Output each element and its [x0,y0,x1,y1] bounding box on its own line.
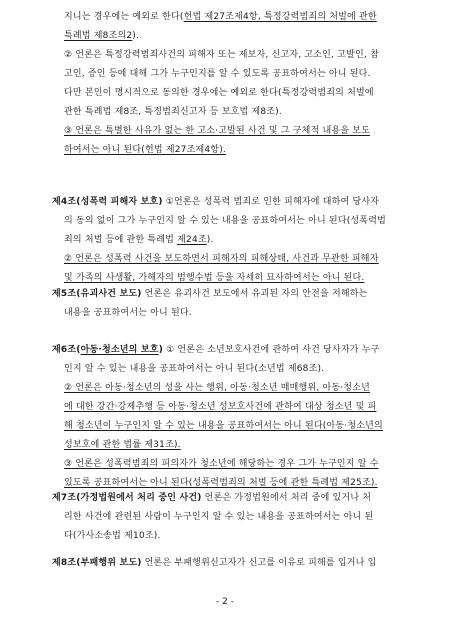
text-segment: 언론은 가정법원에서 처리 중에 있거나 처 [201,493,372,503]
text-segment: 언론은 유괴사건 보도에서 유괴된 자의 안전을 저해하는 [141,289,368,299]
text-line-underlined: 하여서는 아니 된다(헌법 제27조제4항). [64,145,226,155]
text-line: 인지 알 수 있는 내용을 공표하여서는 아니 된다(소년법 제68조). [64,364,325,374]
article-4 [52,193,406,288]
page-number: - 2 - [216,597,234,607]
text-line-underlined: ③ 언론은 특별한 사유가 없는 한 고소·고발된 사건 및 그 구체적 내용을 보도 [64,126,370,136]
underlined-text: 헌법 제27조제4항, 특정강력범죄의 처벌에 관한 [183,12,377,22]
article-heading: 제7조(가정법원에서 처리 중인 사건) [52,493,202,503]
article-5 [52,285,406,323]
text-segment: ). [206,235,214,245]
underlined-text: 제24조 [177,235,207,245]
text-line-underlined: 성보호에 관한 법률 제31조). [64,440,181,450]
text-segment: ). [132,31,140,41]
text-segment: 언론은 부패행위신고자가 신고를 이유로 피해를 입거나 입 [141,558,377,568]
text-line: 관한 특례법 제8조, 특정범죄신고자 등 보호법 제8조). [64,107,282,117]
text-segment: ①언론은 성폭력 범죄로 인한 피해자에 대하여 당사자 [162,197,380,207]
text-line-underlined: 및 가족의 사생활, 가해자의 범행수법 등을 자세히 묘사하여서는 아니 된다. [64,273,365,283]
text-line [52,285,406,304]
article-4-tail [52,8,406,160]
underlined-text: 아동·청소년의 보호 [80,345,159,355]
text-line [52,489,406,508]
text-line-underlined: ② 언론은 아동·청소년의 성을 사는 행위, 아동·청소년 매매행위, 아동·청소년 [64,383,370,393]
text-line-underlined: 에 대한 강간·강제추행 등 아동·청소년 성보호사건에 관하여 대상 청소년 및 피 [64,402,377,412]
text-line: ② 언론은 특정강력범죄사건의 피해자 또는 제보자, 신고자, 고소인, 고발인, 참 [64,50,379,60]
text-line: 내용을 공표하여서는 아니 된다. [64,308,192,318]
article-heading: 제4조(성폭력 피해자 보호) [52,197,163,207]
text-segment: ) [158,345,164,355]
text-line [52,554,406,573]
text-line: 다만 본인이 명시적으로 동의한 경우에는 예외로 한다(특정강력범죄의 처벌에 [64,88,374,98]
text-line-underlined: ③ 언론은 성폭력범죄의 피의자가 청소년에 해당하는 경우 그가 누구인지 알 수 [64,459,379,469]
text-segment: ① 언론은 소년보호사건에 관하여 사건 당사자가 누구 [163,345,380,355]
article-6 [52,341,406,493]
text-line: 의 동의 없이 그가 누구인지 알 수 있는 내용을 공표하여서는 아니 된다(성폭력범 [64,216,386,226]
text-line: 리한 사건에 관련된 사람이 누구인지 알 수 있는 내용을 공표하여서는 아니 된 [64,512,374,522]
text-line [52,341,406,360]
text-line-underlined: 해 청소년이 누구인지 알 수 있는 내용을 공표하여서는 아니 된다(아동·청소년의 [64,421,383,431]
article-heading: 제8조(부패행위 보도) [52,558,142,568]
text-line-underlined: 있도록 공표하여서는 아니 된다(성폭력범죄의 처벌 등에 관한 특례법 제25조). [64,478,378,488]
text-line: 다(가사소송법 제10조). [64,531,161,541]
text-line [52,27,406,46]
article-8 [52,554,406,573]
underlined-text: 특례법 제8조의2 [64,31,133,41]
article-heading: 제5조(유괴사건 보도) [52,289,142,299]
text-line-underlined: ② 언론은 성폭력 사건을 보도하면서 피해자의 피해상태, 사건과 무관한 피해자 [64,254,379,264]
text-segment: 제6조( [52,345,81,355]
text-line [52,193,406,212]
article-heading [52,345,163,355]
text-line [52,231,406,250]
text-segment: 죄의 처벌 등에 관한 특례법 [64,235,178,245]
text-segment: 지니는 경우에는 예외로 한다( [64,12,184,22]
article-7 [52,489,406,546]
text-line [52,8,406,27]
text-line: 고인, 증인 등에 대해 그가 누구인지를 알 수 있도록 공표하여서는 아니 된다. [64,69,371,79]
